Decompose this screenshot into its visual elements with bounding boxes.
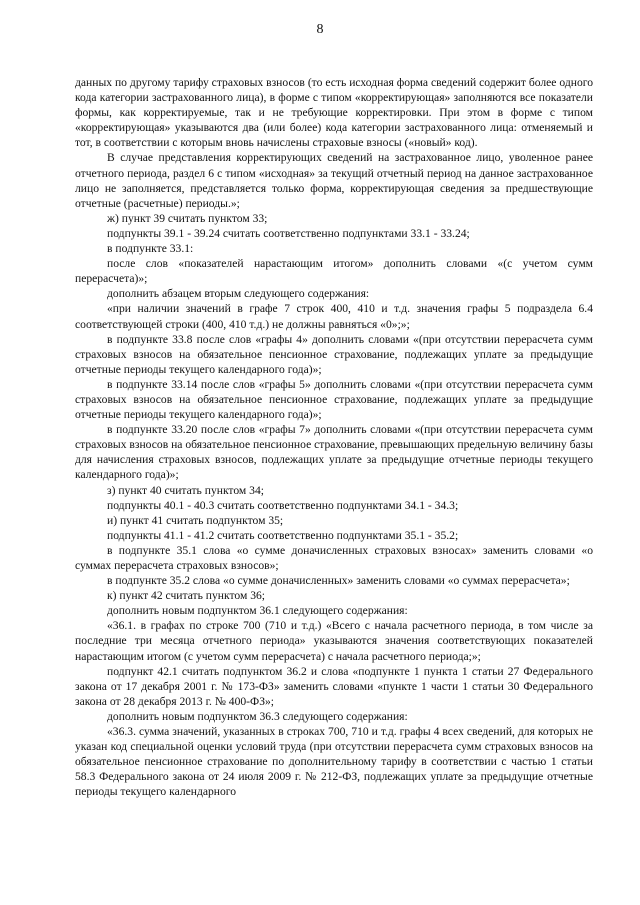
paragraph: в подпункте 33.8 после слов «графы 4» дополнить словами «(при отсутствии перерасчета сумм страховых взносов на обязательное пенсионное страхование, подлежащих уплате за предыдущие отчетные периоды текущего календарного года)»; bbox=[75, 332, 593, 376]
paragraph: подпункты 39.1 - 39.24 считать соответственно подпунктами 33.1 - 33.24; bbox=[107, 226, 470, 240]
paragraph: дополнить новым подпунктом 36.3 следующего содержания: bbox=[107, 709, 408, 723]
paragraph: в подпункте 35.1 слова «о сумме доначисленных страховых взносах» заменить словами «о суммах перерасчета страховых взносов»; bbox=[75, 543, 593, 572]
paragraph: В случае представления корректирующих сведений на застрахованное лицо, уволенное ранее отчетного периода, раздел 6 с типом «исходная» за текущий отчетный период на данное застрахованное лицо не заполняется, представляется только форма, корректирующая сведения за предшествующие отчетные (расчетные) периоды.»; bbox=[75, 151, 593, 210]
document-body bbox=[75, 75, 593, 800]
paragraph: в подпункте 33.1: bbox=[107, 242, 194, 256]
paragraph: «при наличии значений в графе 7 строк 400, 410 и т.д. значения графы 5 подраздела 6.4 соответствующей строки (400, 410 т.д.) не должны равняться «0»;»; bbox=[75, 302, 593, 331]
paragraph: подпункты 41.1 - 41.2 считать соответственно подпунктами 35.1 - 35.2; bbox=[107, 528, 459, 542]
paragraph: в подпункте 33.14 после слов «графы 5» дополнить словами «(при отсутствии перерасчета сумм страховых взносов на обязательное пенсионное страхование, подлежащих уплате за предыдущие отчетные периоды текущего календарного года)»; bbox=[75, 377, 593, 422]
paragraph: ж) пункт 39 считать пунктом 33; bbox=[107, 211, 268, 225]
paragraph: подпункт 42.1 считать подпунктом 36.2 и слова «подпункте 1 пункта 1 статьи 27 Федерального закона от 17 декабря 2001 г. № 173-ФЗ» заменить словами «пункте 1 части 1 статьи 30 Федерального закона от 28 декабря 2013 г. № 400-ФЗ»; bbox=[75, 664, 593, 708]
paragraph: к) пункт 42 считать пунктом 36; bbox=[107, 589, 266, 603]
paragraph: после слов «показателей нарастающим итогом» дополнить словами «(с учетом сумм перерасчета)»; bbox=[75, 257, 593, 286]
paragraph: данных по другому тарифу страховых взносов (то есть исходная форма сведений содержит более одного кода категории застрахованного лица), в форме с типом «корректирующая» заполняются все показатели формы, как корректируемые, так и не требующие корректировки. При этом в форме с типом «корректирующая» указываются два (или более) кода категории застрахованного лица: отменяемый и тот, в соответствии с которым вновь начислены страховые взносы («новый» код). bbox=[75, 76, 593, 150]
page-number: 8 bbox=[316, 22, 324, 37]
paragraph: дополнить абзацем вторым следующего содержания: bbox=[107, 287, 370, 301]
paragraph: «36.1. в графах по строке 700 (710 и т.д.) «Всего с начала расчетного периода, в том числе за последние три месяца отчетного периода» указываются значения соответствующих показателей нарастающим итогом (с учетом сумм перерасчета) с начала расчетного периода;»; bbox=[75, 619, 593, 663]
paragraph: в подпункте 33.20 после слов «графы 7» дополнить словами «(при отсутствии перерасчета сумм страховых взносов на обязательное пенсионное страхование, превышающих предельную величину базы для начисления страховых взносов, подлежащих уплате за предыдущие отчетные периоды текущего календарного года)»; bbox=[75, 423, 593, 482]
paragraph: в подпункте 35.2 слова «о сумме доначисленных» заменить словами «о суммах перерасчета»; bbox=[107, 574, 570, 588]
paragraph: дополнить новым подпунктом 36.1 следующего содержания: bbox=[107, 604, 408, 618]
paragraph: подпункты 40.1 - 40.3 считать соответственно подпунктами 34.1 - 34.3; bbox=[107, 498, 459, 512]
paragraph: з) пункт 40 считать пунктом 34; bbox=[107, 483, 264, 497]
paragraph: «36.3. сумма значений, указанных в строках 700, 710 и т.д. графы 4 всех сведений, для которых не указан код специальной оценки условий труда (при отсутствии перерасчета сумм страховых взносов на обязательное пенсионное страхование по дополнительному тарифу в соответствии с частью 1 статьи 58.3 Федерального закона от 24 июля 2009 г. № 212-ФЗ, подлежащих уплате за предыдущие отчетные периоды текущего календарного bbox=[75, 725, 593, 799]
paragraph: и) пункт 41 считать подпунктом 35; bbox=[107, 513, 284, 527]
